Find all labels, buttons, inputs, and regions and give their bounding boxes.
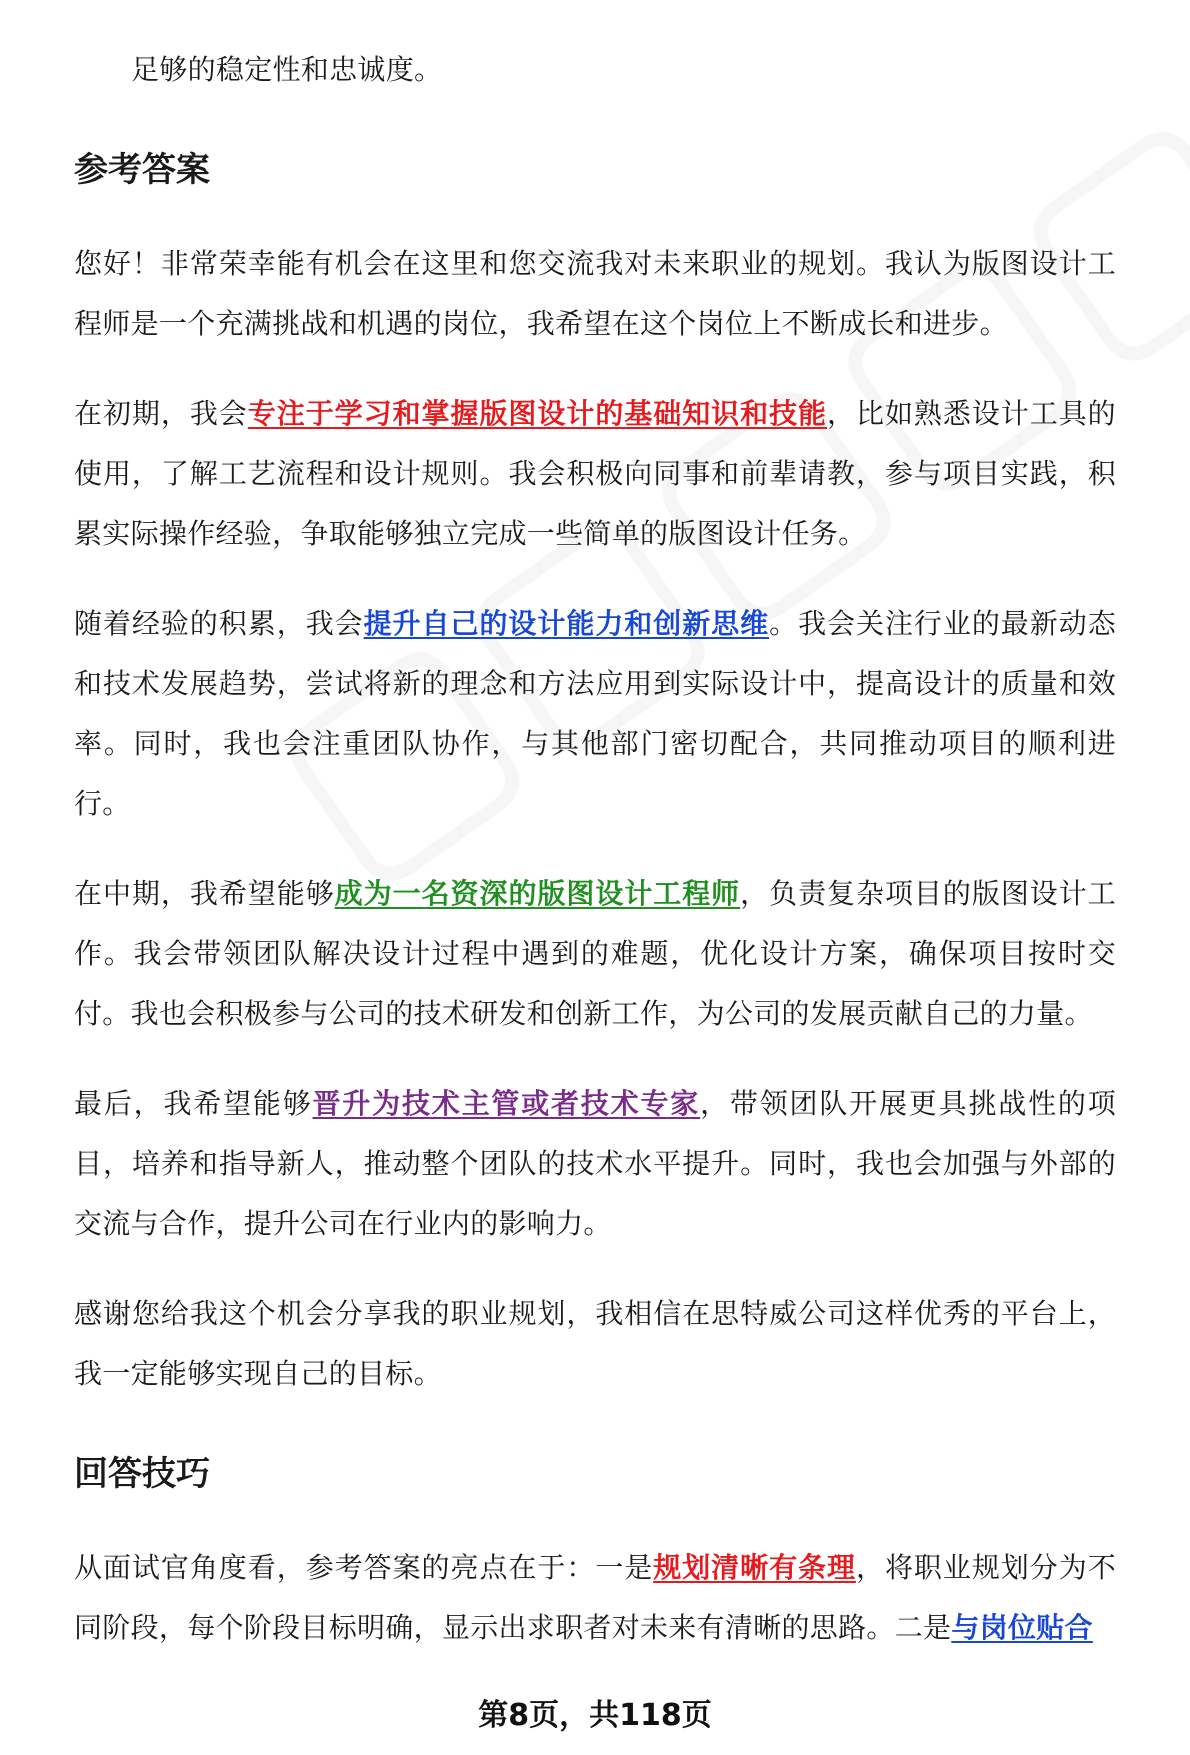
page-content (74, 40, 1116, 1688)
highlight-purple: 晋升为技术主管或者技术专家 (312, 1087, 701, 1120)
continuation-line: 足够的稳定性和忠诚度。 (131, 53, 443, 86)
paragraph-mid-stage (74, 864, 1116, 1044)
paragraph-tips (74, 1538, 1116, 1658)
section-title-answer-tips: 回答技巧 (74, 1454, 210, 1494)
text: ，比如熟悉设计工具的使用，了解工艺流程和设计规则。我会积极向同事和前辈请教，参与项目实践，积累实际操作经验，争取能够独立完成一些简单的版图设计任务。 (74, 397, 1116, 550)
text: 随着经验的积累，我会 (74, 607, 364, 640)
highlight-green: 成为一名资深的版图设计工程师 (334, 877, 741, 910)
paragraph-growth-stage (74, 594, 1116, 834)
text: ，负责复杂项目的版图设计工作。我会带领团队解决设计过程中遇到的难题，优化设计方案，确保项目按时交付。我也会积极参与公司的技术研发和创新工作，为公司的发展贡献自己的力量。 (74, 877, 1117, 1030)
paragraph-early-stage (74, 384, 1116, 564)
highlight-red: 规划清晰有条理 (653, 1551, 856, 1584)
text: ，带领团队开展更具挑战性的项目，培养和指导新人，推动整个团队的技术水平提升。同时，我也会加强与外部的交流与合作，提升公司在行业内的影响力。 (74, 1087, 1116, 1240)
text: 从面试官角度看，参考答案的亮点在于：一是 (74, 1551, 654, 1584)
text: 在初期，我会 (74, 397, 248, 430)
paragraph-thanks: 感谢您给我这个机会分享我的职业规划，我相信在思特威公司这样优秀的平台上，我一定能够实现自己的目标。 (74, 1297, 1116, 1390)
highlight-blue: 提升自己的设计能力和创新思维 (363, 607, 770, 640)
highlight-red: 专注于学习和掌握版图设计的基础知识和技能 (247, 397, 828, 430)
text: ，将职业规划分为不同阶段，每个阶段目标明确，显示出求职者对未来有清晰的思路。二是 (74, 1551, 1116, 1644)
highlight-blue: 与岗位贴合 (951, 1611, 1093, 1644)
text: 最后，我希望能够 (74, 1087, 313, 1120)
page-number: 第8页，共118页 (478, 1698, 712, 1733)
section-title-reference-answer: 参考答案 (74, 150, 210, 190)
paragraph-final-stage (74, 1074, 1116, 1254)
text: 。我会关注行业的最新动态和技术发展趋势，尝试将新的理念和方法应用到实际设计中，提高设计的质量和效率。同时，我也会注重团队协作，与其他部门密切配合，共同推动项目的顺利进行。 (74, 607, 1116, 820)
text: 在中期，我希望能够 (74, 877, 335, 910)
paragraph-greeting: 您好！非常荣幸能有机会在这里和您交流我对未来职业的规划。我认为版图设计工程师是一个充满挑战和机遇的岗位，我希望在这个岗位上不断成长和进步。 (74, 247, 1116, 340)
